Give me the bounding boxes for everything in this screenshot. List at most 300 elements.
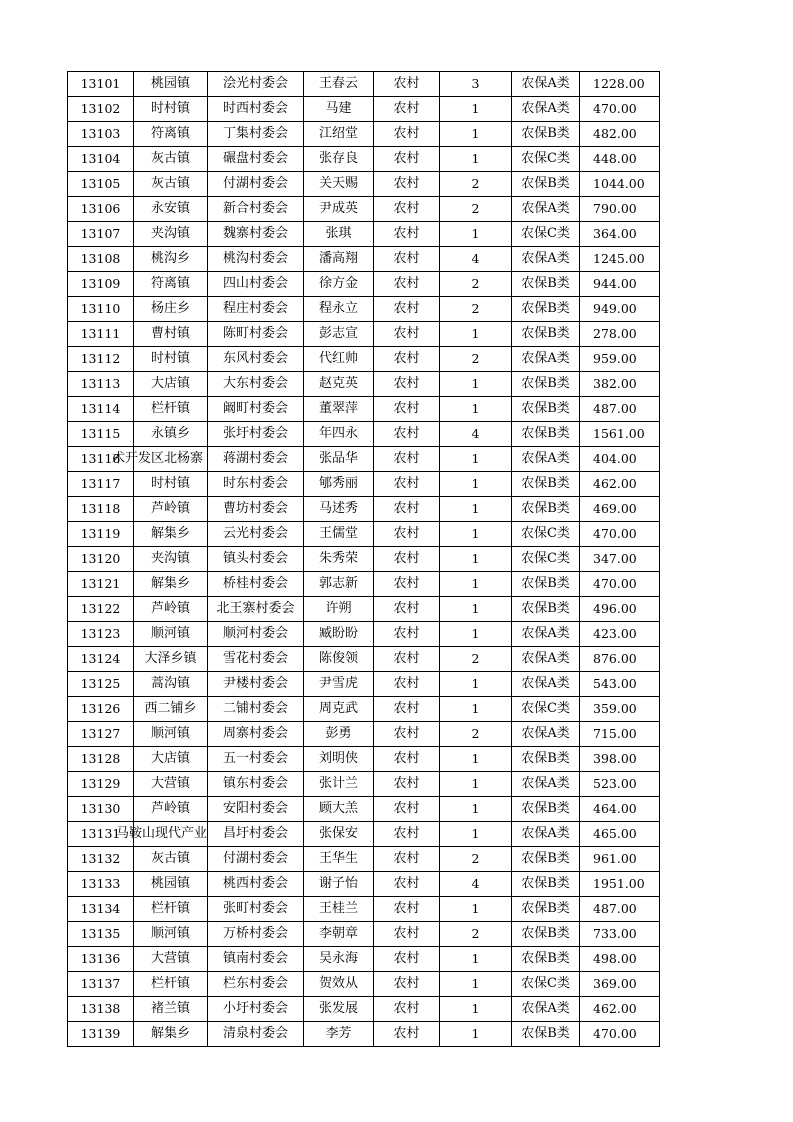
- table-row: [68, 1022, 660, 1047]
- person-count-cell: 2: [440, 922, 512, 947]
- person-count-cell: 1: [440, 397, 512, 422]
- town-cell: 蒿沟镇: [134, 672, 208, 697]
- table-row: [68, 372, 660, 397]
- record-id-cell: 13103: [68, 122, 134, 147]
- data-table: [67, 71, 660, 1047]
- insurance-category-cell: 农保B类: [512, 272, 580, 297]
- household-type-cell: 农村: [374, 522, 440, 547]
- person-count-cell: 2: [440, 197, 512, 222]
- amount-cell: 404.00: [580, 447, 660, 472]
- village-committee-cell: 桥桂村委会: [208, 572, 304, 597]
- town-cell: 栏杆镇: [134, 897, 208, 922]
- person-name-cell: 王桂兰: [304, 897, 374, 922]
- household-type-cell: 农村: [374, 797, 440, 822]
- person-count-cell: 1: [440, 547, 512, 572]
- insurance-category-cell: 农保B类: [512, 797, 580, 822]
- amount-cell: 369.00: [580, 972, 660, 997]
- household-type-cell: 农村: [374, 497, 440, 522]
- household-type-cell: 农村: [374, 597, 440, 622]
- town-cell: 顺河镇: [134, 922, 208, 947]
- record-id-cell: 13121: [68, 572, 134, 597]
- village-committee-cell: 东风村委会: [208, 347, 304, 372]
- town-cell: 杨庄乡: [134, 297, 208, 322]
- person-count-cell: 1: [440, 447, 512, 472]
- person-name-cell: 王春云: [304, 72, 374, 97]
- person-count-cell: 1: [440, 497, 512, 522]
- person-name-cell: 赵克英: [304, 372, 374, 397]
- household-type-cell: 农村: [374, 147, 440, 172]
- household-type-cell: 农村: [374, 872, 440, 897]
- town-cell: 芦岭镇: [134, 497, 208, 522]
- person-name-cell: 程永立: [304, 297, 374, 322]
- person-name-cell: 尹成英: [304, 197, 374, 222]
- person-name-cell: 董翠萍: [304, 397, 374, 422]
- town-cell: 时村镇: [134, 347, 208, 372]
- insurance-category-cell: 农保B类: [512, 122, 580, 147]
- village-committee-cell: 桃西村委会: [208, 872, 304, 897]
- insurance-category-cell: 农保B类: [512, 897, 580, 922]
- village-committee-cell: 魏寨村委会: [208, 222, 304, 247]
- town-cell: 西二铺乡: [134, 697, 208, 722]
- insurance-category-cell: 农保B类: [512, 172, 580, 197]
- town-cell: 大店镇: [134, 747, 208, 772]
- person-name-cell: 王华生: [304, 847, 374, 872]
- person-name-cell: 郇秀丽: [304, 472, 374, 497]
- table-row: [68, 497, 660, 522]
- record-id-cell: 13108: [68, 247, 134, 272]
- household-type-cell: 农村: [374, 322, 440, 347]
- village-committee-cell: 蒋湖村委会: [208, 447, 304, 472]
- household-type-cell: 农村: [374, 247, 440, 272]
- record-id-cell: 13122: [68, 597, 134, 622]
- table-row: [68, 997, 660, 1022]
- household-type-cell: 农村: [374, 697, 440, 722]
- village-committee-cell: 镇头村委会: [208, 547, 304, 572]
- person-name-cell: 臧盼盼: [304, 622, 374, 647]
- table-row: [68, 447, 660, 472]
- table-row: [68, 72, 660, 97]
- insurance-category-cell: 农保C类: [512, 547, 580, 572]
- person-name-cell: 徐方金: [304, 272, 374, 297]
- village-committee-cell: 时西村委会: [208, 97, 304, 122]
- person-count-cell: 2: [440, 847, 512, 872]
- town-cell: 术开发区北杨寨: [134, 447, 208, 472]
- amount-cell: 482.00: [580, 122, 660, 147]
- village-committee-cell: 桃沟村委会: [208, 247, 304, 272]
- town-cell: 桃园镇: [134, 72, 208, 97]
- record-id-cell: 13124: [68, 647, 134, 672]
- person-name-cell: 尹雪虎: [304, 672, 374, 697]
- insurance-category-cell: 农保B类: [512, 572, 580, 597]
- record-id-cell: 13126: [68, 697, 134, 722]
- table-row: [68, 797, 660, 822]
- town-cell: 大营镇: [134, 947, 208, 972]
- person-count-cell: 2: [440, 272, 512, 297]
- household-type-cell: 农村: [374, 722, 440, 747]
- amount-cell: 465.00: [580, 822, 660, 847]
- table-row: [68, 897, 660, 922]
- village-committee-cell: 二铺村委会: [208, 697, 304, 722]
- household-type-cell: 农村: [374, 572, 440, 597]
- person-count-cell: 4: [440, 872, 512, 897]
- insurance-category-cell: 农保C类: [512, 147, 580, 172]
- person-count-cell: 2: [440, 722, 512, 747]
- insurance-category-cell: 农保A类: [512, 447, 580, 472]
- person-name-cell: 张计兰: [304, 772, 374, 797]
- table-row: [68, 847, 660, 872]
- village-committee-cell: 五一村委会: [208, 747, 304, 772]
- record-id-cell: 13109: [68, 272, 134, 297]
- amount-cell: 464.00: [580, 797, 660, 822]
- village-committee-cell: 张町村委会: [208, 897, 304, 922]
- household-type-cell: 农村: [374, 72, 440, 97]
- town-cell: 解集乡: [134, 572, 208, 597]
- person-name-cell: 马建: [304, 97, 374, 122]
- table-row: [68, 247, 660, 272]
- insurance-category-cell: 农保C类: [512, 522, 580, 547]
- village-committee-cell: 时东村委会: [208, 472, 304, 497]
- person-count-cell: 1: [440, 997, 512, 1022]
- amount-cell: 959.00: [580, 347, 660, 372]
- household-type-cell: 农村: [374, 272, 440, 297]
- person-name-cell: 张品华: [304, 447, 374, 472]
- town-cell: 灰古镇: [134, 847, 208, 872]
- table-row: [68, 522, 660, 547]
- insurance-category-cell: 农保B类: [512, 947, 580, 972]
- person-count-cell: 1: [440, 572, 512, 597]
- town-cell: 芦岭镇: [134, 797, 208, 822]
- person-name-cell: 关天赐: [304, 172, 374, 197]
- table-row: [68, 547, 660, 572]
- household-type-cell: 农村: [374, 172, 440, 197]
- record-id-cell: 13128: [68, 747, 134, 772]
- record-id-cell: 13136: [68, 947, 134, 972]
- amount-cell: 448.00: [580, 147, 660, 172]
- insurance-category-cell: 农保B类: [512, 497, 580, 522]
- insurance-category-cell: 农保A类: [512, 72, 580, 97]
- insurance-category-cell: 农保B类: [512, 372, 580, 397]
- town-cell: 芦岭镇: [134, 597, 208, 622]
- town-cell: 马鞍山现代产业: [134, 822, 208, 847]
- village-committee-cell: 付湖村委会: [208, 172, 304, 197]
- town-cell: 夹沟镇: [134, 222, 208, 247]
- person-name-cell: 张保安: [304, 822, 374, 847]
- amount-cell: 1561.00: [580, 422, 660, 447]
- town-cell: 栏杆镇: [134, 397, 208, 422]
- household-type-cell: 农村: [374, 372, 440, 397]
- person-name-cell: 谢子怡: [304, 872, 374, 897]
- record-id-cell: 13132: [68, 847, 134, 872]
- insurance-category-cell: 农保B类: [512, 747, 580, 772]
- household-type-cell: 农村: [374, 347, 440, 372]
- person-count-cell: 4: [440, 422, 512, 447]
- table-row: [68, 672, 660, 697]
- amount-cell: 876.00: [580, 647, 660, 672]
- town-cell: 大泽乡镇: [134, 647, 208, 672]
- town-cell: 顺河镇: [134, 622, 208, 647]
- record-id-cell: 13117: [68, 472, 134, 497]
- village-committee-cell: 小圩村委会: [208, 997, 304, 1022]
- village-committee-cell: 镇东村委会: [208, 772, 304, 797]
- amount-cell: 498.00: [580, 947, 660, 972]
- person-name-cell: 李朝章: [304, 922, 374, 947]
- table-row: [68, 347, 660, 372]
- insurance-category-cell: 农保A类: [512, 822, 580, 847]
- record-id-cell: 13130: [68, 797, 134, 822]
- person-name-cell: 张琪: [304, 222, 374, 247]
- record-id-cell: 13118: [68, 497, 134, 522]
- village-committee-cell: 付湖村委会: [208, 847, 304, 872]
- table-row: [68, 422, 660, 447]
- person-count-cell: 3: [440, 72, 512, 97]
- record-id-cell: 13139: [68, 1022, 134, 1047]
- amount-cell: 1044.00: [580, 172, 660, 197]
- table-row: [68, 772, 660, 797]
- insurance-category-cell: 农保B类: [512, 597, 580, 622]
- person-name-cell: 贺效从: [304, 972, 374, 997]
- village-committee-cell: 镇南村委会: [208, 947, 304, 972]
- person-name-cell: 马述秀: [304, 497, 374, 522]
- amount-cell: 398.00: [580, 747, 660, 772]
- village-committee-cell: 安阳村委会: [208, 797, 304, 822]
- record-id-cell: 13101: [68, 72, 134, 97]
- record-id-cell: 13129: [68, 772, 134, 797]
- household-type-cell: 农村: [374, 922, 440, 947]
- person-count-cell: 1: [440, 797, 512, 822]
- person-name-cell: 彭勇: [304, 722, 374, 747]
- village-committee-cell: 周寨村委会: [208, 722, 304, 747]
- town-cell: 灰古镇: [134, 147, 208, 172]
- table-row: [68, 172, 660, 197]
- table-row: [68, 922, 660, 947]
- person-count-cell: 2: [440, 297, 512, 322]
- person-name-cell: 顾大羔: [304, 797, 374, 822]
- table-row: [68, 572, 660, 597]
- person-count-cell: 1: [440, 97, 512, 122]
- town-cell: 灰古镇: [134, 172, 208, 197]
- town-cell: 时村镇: [134, 472, 208, 497]
- table-row: [68, 622, 660, 647]
- table-row: [68, 697, 660, 722]
- person-count-cell: 1: [440, 747, 512, 772]
- town-cell: 栏杆镇: [134, 972, 208, 997]
- town-cell: 夹沟镇: [134, 547, 208, 572]
- person-count-cell: 2: [440, 647, 512, 672]
- village-committee-cell: 栏东村委会: [208, 972, 304, 997]
- village-committee-cell: 碾盘村委会: [208, 147, 304, 172]
- table-body: [68, 72, 660, 1047]
- village-committee-cell: 云光村委会: [208, 522, 304, 547]
- amount-cell: 1228.00: [580, 72, 660, 97]
- town-cell: 大营镇: [134, 772, 208, 797]
- insurance-category-cell: 农保B类: [512, 297, 580, 322]
- household-type-cell: 农村: [374, 997, 440, 1022]
- village-committee-cell: 北王寨村委会: [208, 597, 304, 622]
- amount-cell: 470.00: [580, 1022, 660, 1047]
- insurance-category-cell: 农保B类: [512, 1022, 580, 1047]
- person-count-cell: 1: [440, 772, 512, 797]
- amount-cell: 423.00: [580, 622, 660, 647]
- village-committee-cell: 浍光村委会: [208, 72, 304, 97]
- amount-cell: 790.00: [580, 197, 660, 222]
- insurance-category-cell: 农保B类: [512, 922, 580, 947]
- household-type-cell: 农村: [374, 622, 440, 647]
- insurance-category-cell: 农保B类: [512, 422, 580, 447]
- village-committee-cell: 万桥村委会: [208, 922, 304, 947]
- table-row: [68, 872, 660, 897]
- town-cell: 桃园镇: [134, 872, 208, 897]
- amount-cell: 487.00: [580, 397, 660, 422]
- village-committee-cell: 雪花村委会: [208, 647, 304, 672]
- amount-cell: 470.00: [580, 97, 660, 122]
- insurance-category-cell: 农保A类: [512, 672, 580, 697]
- village-committee-cell: 曹坊村委会: [208, 497, 304, 522]
- person-count-cell: 1: [440, 597, 512, 622]
- insurance-category-cell: 农保A类: [512, 622, 580, 647]
- village-committee-cell: 顺河村委会: [208, 622, 304, 647]
- person-name-cell: 年四永: [304, 422, 374, 447]
- village-committee-cell: 清泉村委会: [208, 1022, 304, 1047]
- table-row: [68, 972, 660, 997]
- household-type-cell: 农村: [374, 197, 440, 222]
- person-name-cell: 代红帅: [304, 347, 374, 372]
- record-id-cell: 13111: [68, 322, 134, 347]
- village-committee-cell: 新合村委会: [208, 197, 304, 222]
- village-committee-cell: 张圩村委会: [208, 422, 304, 447]
- amount-cell: 715.00: [580, 722, 660, 747]
- table-row: [68, 472, 660, 497]
- person-count-cell: 1: [440, 147, 512, 172]
- person-name-cell: 张发展: [304, 997, 374, 1022]
- amount-cell: 470.00: [580, 522, 660, 547]
- village-committee-cell: 阚町村委会: [208, 397, 304, 422]
- table-row: [68, 747, 660, 772]
- village-committee-cell: 尹楼村委会: [208, 672, 304, 697]
- person-count-cell: 1: [440, 372, 512, 397]
- record-id-cell: 13131: [68, 822, 134, 847]
- person-name-cell: 周克武: [304, 697, 374, 722]
- insurance-category-cell: 农保A类: [512, 647, 580, 672]
- record-id-cell: 13116: [68, 447, 134, 472]
- record-id-cell: 13112: [68, 347, 134, 372]
- person-count-cell: 1: [440, 947, 512, 972]
- town-cell: 解集乡: [134, 1022, 208, 1047]
- amount-cell: 523.00: [580, 772, 660, 797]
- table-row: [68, 297, 660, 322]
- record-id-cell: 13106: [68, 197, 134, 222]
- town-cell: 符离镇: [134, 272, 208, 297]
- table-row: [68, 147, 660, 172]
- record-id-cell: 13120: [68, 547, 134, 572]
- amount-cell: 470.00: [580, 572, 660, 597]
- table-row: [68, 322, 660, 347]
- person-name-cell: 王儒堂: [304, 522, 374, 547]
- village-committee-cell: 程庄村委会: [208, 297, 304, 322]
- amount-cell: 487.00: [580, 897, 660, 922]
- household-type-cell: 农村: [374, 1022, 440, 1047]
- person-name-cell: 陈俊领: [304, 647, 374, 672]
- person-count-cell: 1: [440, 897, 512, 922]
- person-count-cell: 1: [440, 522, 512, 547]
- household-type-cell: 农村: [374, 297, 440, 322]
- insurance-category-cell: 农保A类: [512, 772, 580, 797]
- amount-cell: 949.00: [580, 297, 660, 322]
- amount-cell: 1245.00: [580, 247, 660, 272]
- amount-cell: 469.00: [580, 497, 660, 522]
- amount-cell: 496.00: [580, 597, 660, 622]
- town-cell: 大店镇: [134, 372, 208, 397]
- person-count-cell: 1: [440, 122, 512, 147]
- person-count-cell: 1: [440, 622, 512, 647]
- amount-cell: 462.00: [580, 472, 660, 497]
- record-id-cell: 13110: [68, 297, 134, 322]
- insurance-category-cell: 农保A类: [512, 347, 580, 372]
- person-count-cell: 1: [440, 1022, 512, 1047]
- record-id-cell: 13113: [68, 372, 134, 397]
- table-row: [68, 722, 660, 747]
- table-row: [68, 597, 660, 622]
- household-type-cell: 农村: [374, 972, 440, 997]
- insurance-category-cell: 农保B类: [512, 397, 580, 422]
- town-cell: 符离镇: [134, 122, 208, 147]
- person-count-cell: 1: [440, 322, 512, 347]
- household-type-cell: 农村: [374, 647, 440, 672]
- record-id-cell: 13127: [68, 722, 134, 747]
- insurance-category-cell: 农保C类: [512, 697, 580, 722]
- person-count-cell: 1: [440, 472, 512, 497]
- town-cell: 顺河镇: [134, 722, 208, 747]
- village-committee-cell: 昌圩村委会: [208, 822, 304, 847]
- amount-cell: 382.00: [580, 372, 660, 397]
- insurance-category-cell: 农保B类: [512, 472, 580, 497]
- amount-cell: 364.00: [580, 222, 660, 247]
- household-type-cell: 农村: [374, 947, 440, 972]
- household-type-cell: 农村: [374, 97, 440, 122]
- household-type-cell: 农村: [374, 822, 440, 847]
- insurance-category-cell: 农保A类: [512, 97, 580, 122]
- record-id-cell: 13134: [68, 897, 134, 922]
- person-count-cell: 1: [440, 222, 512, 247]
- household-type-cell: 农村: [374, 447, 440, 472]
- town-cell: 时村镇: [134, 97, 208, 122]
- record-id-cell: 13114: [68, 397, 134, 422]
- record-id-cell: 13123: [68, 622, 134, 647]
- person-name-cell: 许朔: [304, 597, 374, 622]
- record-id-cell: 13104: [68, 147, 134, 172]
- table-row: [68, 222, 660, 247]
- table-row: [68, 272, 660, 297]
- person-name-cell: 刘明侠: [304, 747, 374, 772]
- household-type-cell: 农村: [374, 747, 440, 772]
- person-name-cell: 彭志宣: [304, 322, 374, 347]
- village-committee-cell: 四山村委会: [208, 272, 304, 297]
- person-count-cell: 2: [440, 172, 512, 197]
- record-id-cell: 13138: [68, 997, 134, 1022]
- amount-cell: 278.00: [580, 322, 660, 347]
- record-id-cell: 13107: [68, 222, 134, 247]
- town-cell: 解集乡: [134, 522, 208, 547]
- insurance-category-cell: 农保C类: [512, 972, 580, 997]
- record-id-cell: 13115: [68, 422, 134, 447]
- household-type-cell: 农村: [374, 472, 440, 497]
- record-id-cell: 13135: [68, 922, 134, 947]
- person-name-cell: 潘高翔: [304, 247, 374, 272]
- household-type-cell: 农村: [374, 222, 440, 247]
- town-cell: 桃沟乡: [134, 247, 208, 272]
- insurance-category-cell: 农保C类: [512, 222, 580, 247]
- household-type-cell: 农村: [374, 672, 440, 697]
- amount-cell: 733.00: [580, 922, 660, 947]
